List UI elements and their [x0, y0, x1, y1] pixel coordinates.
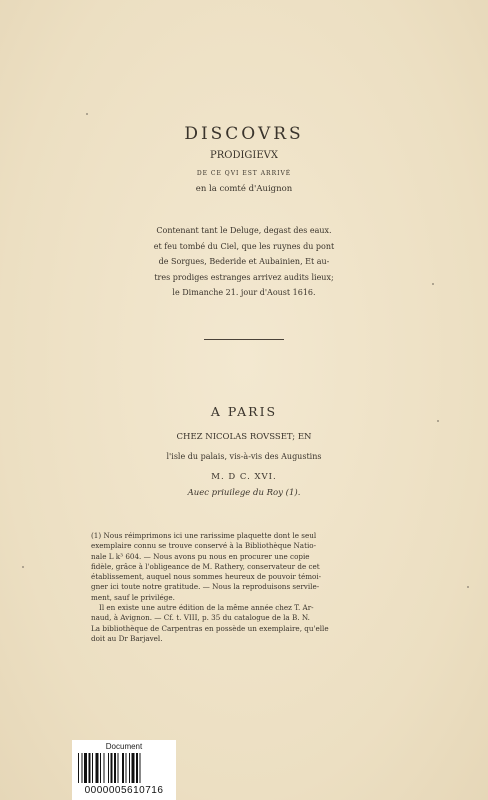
barcode-number: 0000005610716 [84, 785, 164, 796]
paper-speck [432, 283, 434, 285]
footnote-line: (1) Nous réimprimons ici une rarissime plaquette dont le seul [91, 531, 317, 540]
paper-speck [437, 420, 439, 422]
footnote-line: Il en existe une autre édition de la même année chez T. Ar- [99, 603, 314, 613]
title: DISCOVRS [184, 124, 304, 144]
paper-speck [86, 113, 88, 115]
description-line: et feu tombé du Ciel, que les ruynes du pont [153, 241, 335, 251]
paper-speck [22, 566, 24, 568]
description-block [118, 223, 370, 301]
barcode-label: Document [105, 742, 143, 751]
description-line: Contenant tant le Deluge, degast des eaux. [156, 226, 332, 235]
paper-speck [467, 586, 469, 588]
barcode-icon [78, 753, 170, 783]
footnote-line: La bibliothèque de Carpentras en possède un exemplaire, qu'elle [91, 623, 329, 633]
footnote-line: fidèle, grâce à l'obligeance de M. Rathery, conservateur de cet [91, 561, 320, 571]
footnote-line: doit au Dr Barjavel. [91, 633, 163, 643]
imprint-privilege: Auec priuilege du Roy (1). [187, 488, 301, 498]
barcode-sticker [72, 740, 176, 800]
imprint-publisher: CHEZ NICOLAS ROVSSET; EN [176, 432, 312, 442]
footnote-line: gner ici toute notre gratitude. — Nous la reproduisons servile- [91, 582, 320, 592]
description-line: le Dimanche 21. jour d'Aoust 1616. [172, 288, 316, 297]
subtitle-prodigieux: PRODIGIEVX [209, 150, 278, 161]
imprint-address: l'isle du palais, vis-à-vis des Augustins [166, 452, 322, 461]
imprint-city: A PARIS [210, 404, 278, 419]
footnote-block [91, 531, 411, 644]
footnote-line: nale L k³ 604. — Nous avons pu nous en procurer une copie [91, 551, 310, 561]
description-line: tres prodiges estranges arrivez audits lieux; [154, 272, 334, 282]
divider-rule [204, 339, 284, 340]
footnote-line: naud, à Avignon. — Cf. t. VIII, p. 35 du catalogue de la B. N. [91, 613, 310, 623]
footnote-line: exemplaire connu se trouve conservé à la Bibliothèque Natio- [91, 541, 317, 551]
subtitle-arrive: DE CE QVI EST ARRIVÉ [196, 170, 292, 177]
footnote-line: ment, sauf le privilége. [91, 592, 175, 602]
imprint-year: M. D C. XVI. [211, 472, 277, 482]
subtitle-comte: en la comté d'Auignon [195, 184, 293, 194]
description-line: de Sorgues, Bederide et Aubainien, Et au- [158, 257, 330, 266]
footnote-line: établissement, auquel nous sommes heureux de pouvoir témoi- [91, 572, 322, 582]
